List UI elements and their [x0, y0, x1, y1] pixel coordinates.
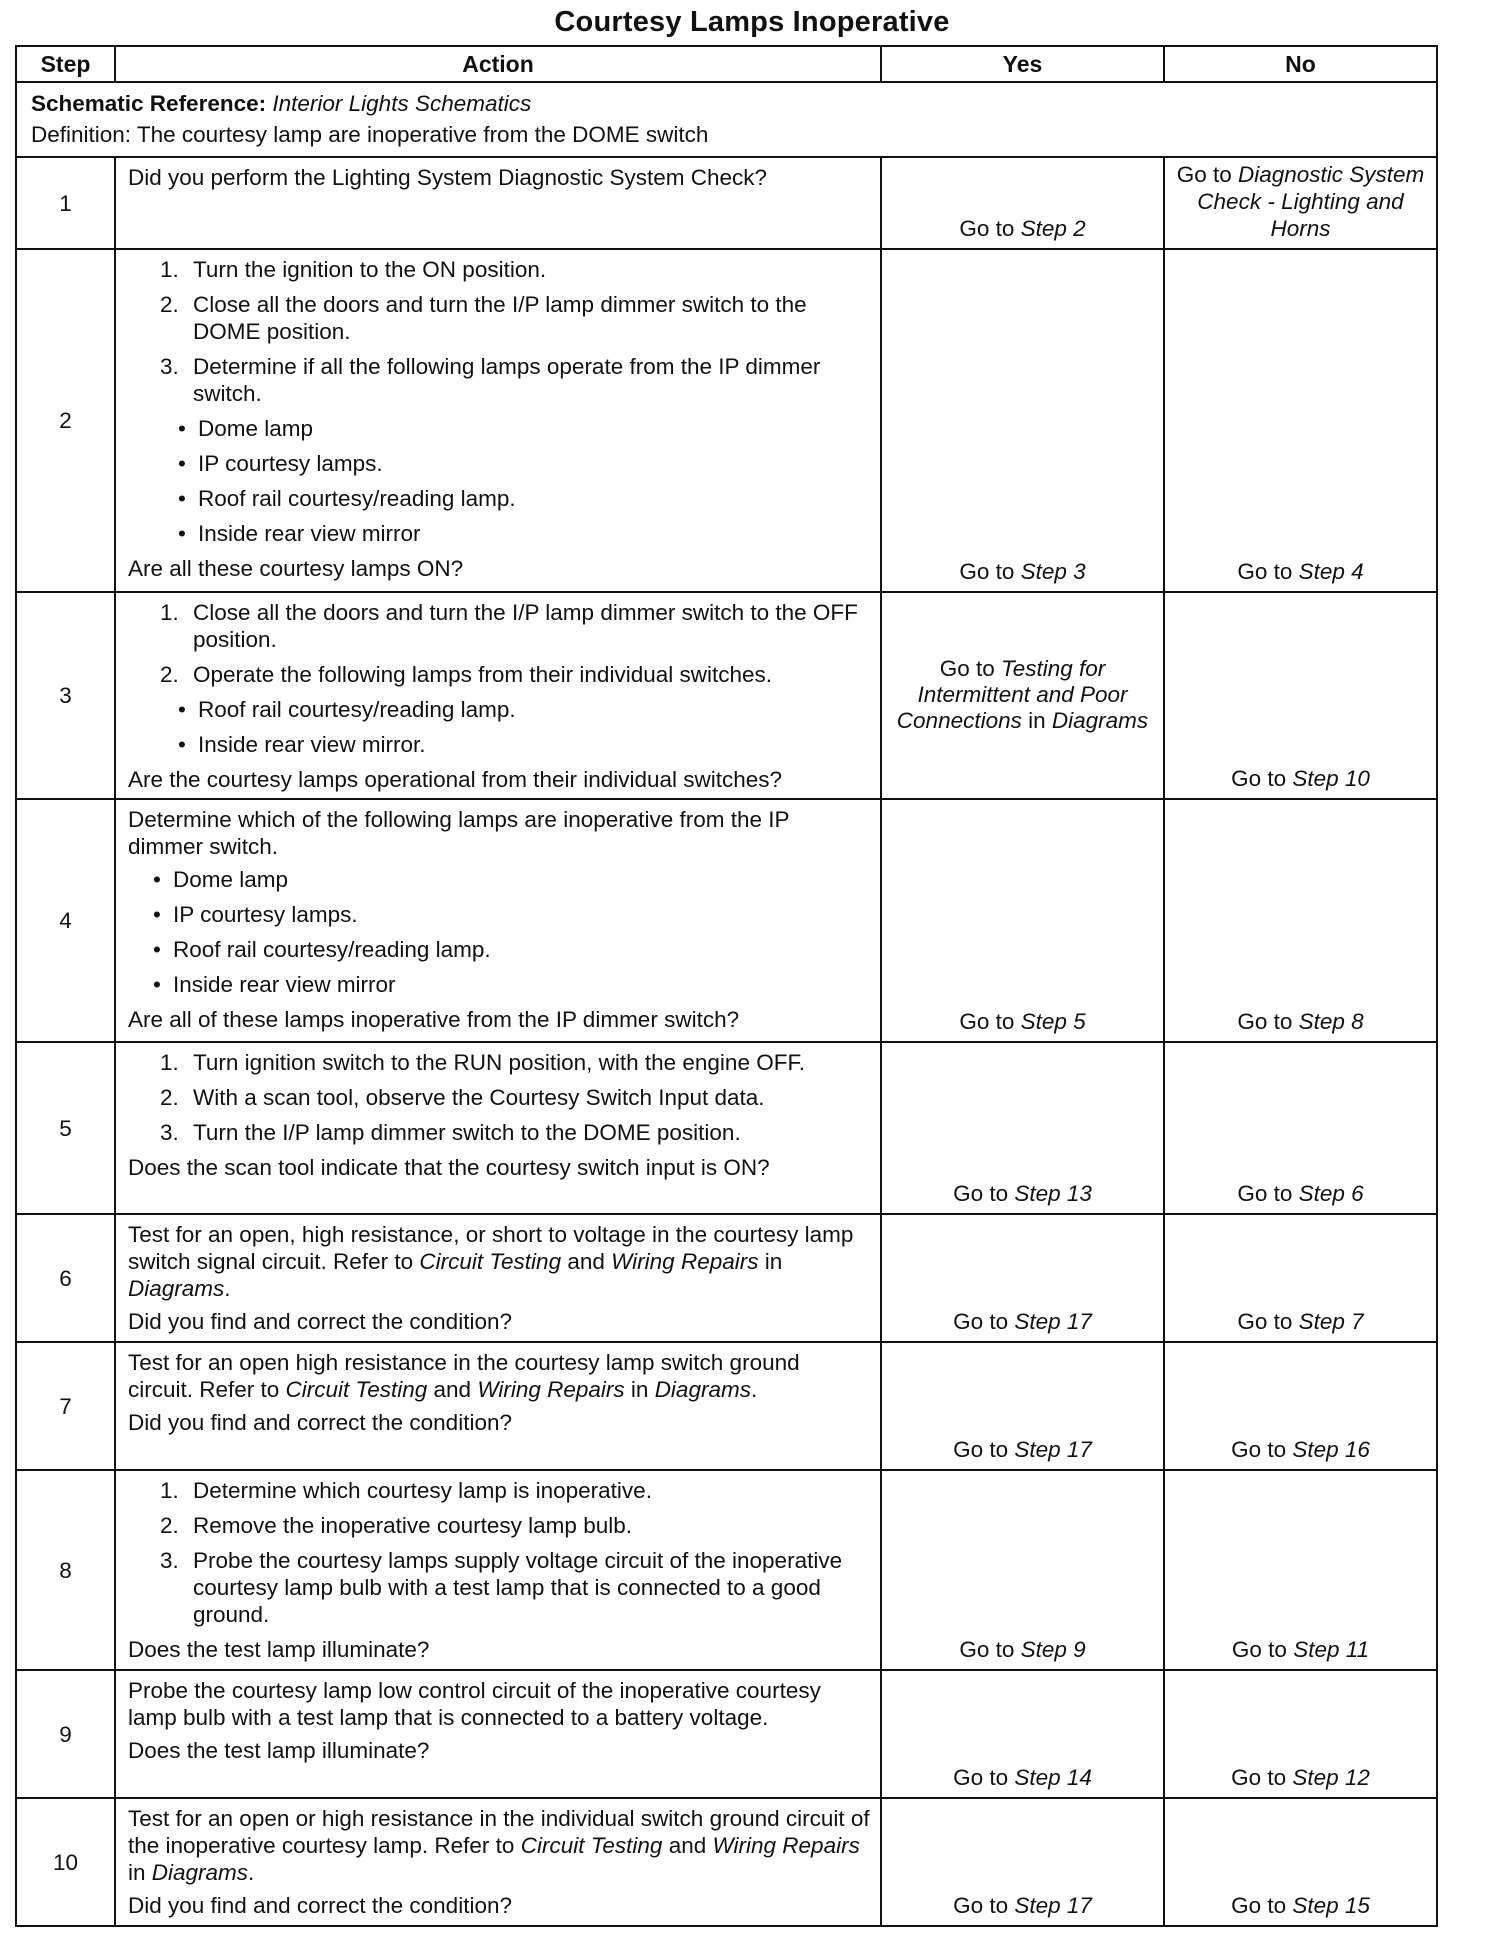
step-question: Did you find and correct the condition?	[128, 1309, 512, 1334]
list-item: 1. Determine which courtesy lamp is inoperative.	[185, 1477, 870, 1504]
step-instructions	[128, 1477, 870, 1628]
header-step: Step	[16, 46, 115, 82]
yes-cell: Go to Step 17	[881, 1214, 1164, 1342]
step-row	[16, 1214, 1437, 1342]
list-item: 1. Turn ignition switch to the RUN position, with the engine OFF.	[185, 1049, 870, 1076]
step-row	[16, 1042, 1437, 1214]
no-cell: Go to Step 4	[1164, 249, 1437, 592]
yes-cell: Go to Step 3	[881, 249, 1164, 592]
step-row	[16, 1670, 1437, 1798]
no-cell: Go to Step 16	[1164, 1342, 1437, 1470]
yes-cell: Go to Step 13	[881, 1042, 1164, 1214]
step-row	[16, 1342, 1437, 1470]
step-instructions	[128, 599, 870, 688]
list-item: 3. Determine if all the following lamps operate from the IP dimmer switch.	[185, 353, 870, 407]
step-number: 1	[16, 157, 115, 249]
step-row	[16, 1798, 1437, 1926]
yes-cell: Go to Step 14	[881, 1670, 1164, 1798]
definition-text: Definition: The courtesy lamp are inoperative from the DOME switch	[31, 122, 709, 147]
list-item: • IP courtesy lamps.	[198, 450, 870, 477]
list-item: • Roof rail courtesy/reading lamp.	[198, 696, 870, 723]
lamp-list	[128, 415, 870, 547]
schematic-reference-row	[16, 82, 1437, 157]
no-cell: Go to Step 15	[1164, 1798, 1437, 1926]
step-number: 5	[16, 1042, 115, 1214]
step-instructions	[128, 1049, 870, 1146]
step-question: Does the scan tool indicate that the courtesy switch input is ON?	[128, 1155, 770, 1180]
list-item: 1. Turn the ignition to the ON position.	[185, 256, 870, 283]
list-item: 3. Probe the courtesy lamps supply voltage circuit of the inoperative courtesy lamp bulb with a test lamp that is connected to a good ground.	[185, 1547, 870, 1628]
step-question: Are all these courtesy lamps ON?	[128, 556, 464, 581]
no-cell: Go to Diagnostic System Check - Lighting and Horns	[1164, 157, 1437, 249]
list-item: 2. Operate the following lamps from their individual switches.	[185, 661, 870, 688]
yes-cell: Go to Step 5	[881, 799, 1164, 1042]
step-question: Are the courtesy lamps operational from their individual switches?	[128, 767, 783, 792]
list-item: 2. Remove the inoperative courtesy lamp bulb.	[185, 1512, 870, 1539]
schematic-reference-value: Interior Lights Schematics	[272, 91, 532, 116]
no-cell: Go to Step 12	[1164, 1670, 1437, 1798]
step-number: 10	[16, 1798, 115, 1926]
header-yes: Yes	[881, 46, 1164, 82]
no-cell: Go to Step 11	[1164, 1470, 1437, 1670]
step-question: Did you find and correct the condition?	[128, 1410, 512, 1435]
yes-cell: Go to Step 17	[881, 1342, 1164, 1470]
list-item: • Dome lamp	[198, 415, 870, 442]
step-number: 7	[16, 1342, 115, 1470]
no-cell: Go to Step 6	[1164, 1042, 1437, 1214]
yes-cell: Go to Testing for Intermittent and Poor Connections in Diagrams	[881, 592, 1164, 799]
list-item: • Inside rear view mirror.	[198, 731, 870, 758]
list-item: 1. Close all the doors and turn the I/P lamp dimmer switch to the OFF position.	[185, 599, 870, 653]
list-item: • Roof rail courtesy/reading lamp.	[173, 936, 870, 963]
no-cell: Go to Step 7	[1164, 1214, 1437, 1342]
page-title: Courtesy Lamps Inoperative	[554, 6, 950, 38]
list-item: • Roof rail courtesy/reading lamp.	[198, 485, 870, 512]
yes-cell: Go to Step 17	[881, 1798, 1164, 1926]
step-number: 8	[16, 1470, 115, 1670]
header-action: Action	[115, 46, 881, 82]
lamp-list	[128, 696, 870, 758]
step-number: 9	[16, 1670, 115, 1798]
step-instructions	[128, 256, 870, 407]
step-row	[16, 799, 1437, 1042]
list-item: 2. With a scan tool, observe the Courtesy Switch Input data.	[185, 1084, 870, 1111]
step-number: 3	[16, 592, 115, 799]
header-row	[16, 46, 1437, 82]
step-row	[16, 1470, 1437, 1670]
step-row	[16, 157, 1437, 249]
diagnostic-table	[15, 45, 1438, 1927]
list-item: 3. Turn the I/P lamp dimmer switch to the DOME position.	[185, 1119, 870, 1146]
step-action-text: Probe the courtesy lamp low control circuit of the inoperative courtesy lamp bulb with a test lamp that is connected to a battery voltage.	[128, 1678, 821, 1730]
step-row	[16, 249, 1437, 592]
list-item: 2. Close all the doors and turn the I/P lamp dimmer switch to the DOME position.	[185, 291, 870, 345]
step-action-text: Test for an open or high resistance in the individual switch ground circuit of the inoperative courtesy lamp. Refer to Circuit Testing and Wiring Repairs in Diagrams.	[128, 1806, 870, 1885]
list-item: • Dome lamp	[173, 866, 870, 893]
step-action-text: Test for an open, high resistance, or short to voltage in the courtesy lamp switch signal circuit. Refer to Circuit Testing and Wiring Repairs in Diagrams.	[128, 1222, 854, 1301]
step-question: Does the test lamp illuminate?	[128, 1637, 430, 1662]
step-number: 4	[16, 799, 115, 1042]
lamp-list	[128, 866, 870, 998]
step-action-text: Test for an open high resistance in the courtesy lamp switch ground circuit. Refer to Circuit Testing and Wiring Repairs in Diagrams.	[128, 1350, 800, 1402]
step-number: 2	[16, 249, 115, 592]
step-action-text: Did you perform the Lighting System Diagnostic System Check?	[128, 165, 768, 190]
list-item: • Inside rear view mirror	[198, 520, 870, 547]
list-item: • IP courtesy lamps.	[173, 901, 870, 928]
step-number: 6	[16, 1214, 115, 1342]
no-cell: Go to Step 8	[1164, 799, 1437, 1042]
step-action-text: Determine which of the following lamps are inoperative from the IP dimmer switch.	[128, 807, 790, 859]
yes-cell: Go to Step 2	[881, 157, 1164, 249]
step-question: Did you find and correct the condition?	[128, 1893, 512, 1918]
no-cell: Go to Step 10	[1164, 592, 1437, 799]
header-no: No	[1164, 46, 1437, 82]
yes-cell: Go to Step 9	[881, 1470, 1164, 1670]
schematic-reference-label: Schematic Reference:	[31, 91, 267, 116]
step-question: Does the test lamp illuminate?	[128, 1738, 430, 1763]
step-question: Are all of these lamps inoperative from the IP dimmer switch?	[128, 1007, 740, 1032]
step-row	[16, 592, 1437, 799]
list-item: • Inside rear view mirror	[173, 971, 870, 998]
